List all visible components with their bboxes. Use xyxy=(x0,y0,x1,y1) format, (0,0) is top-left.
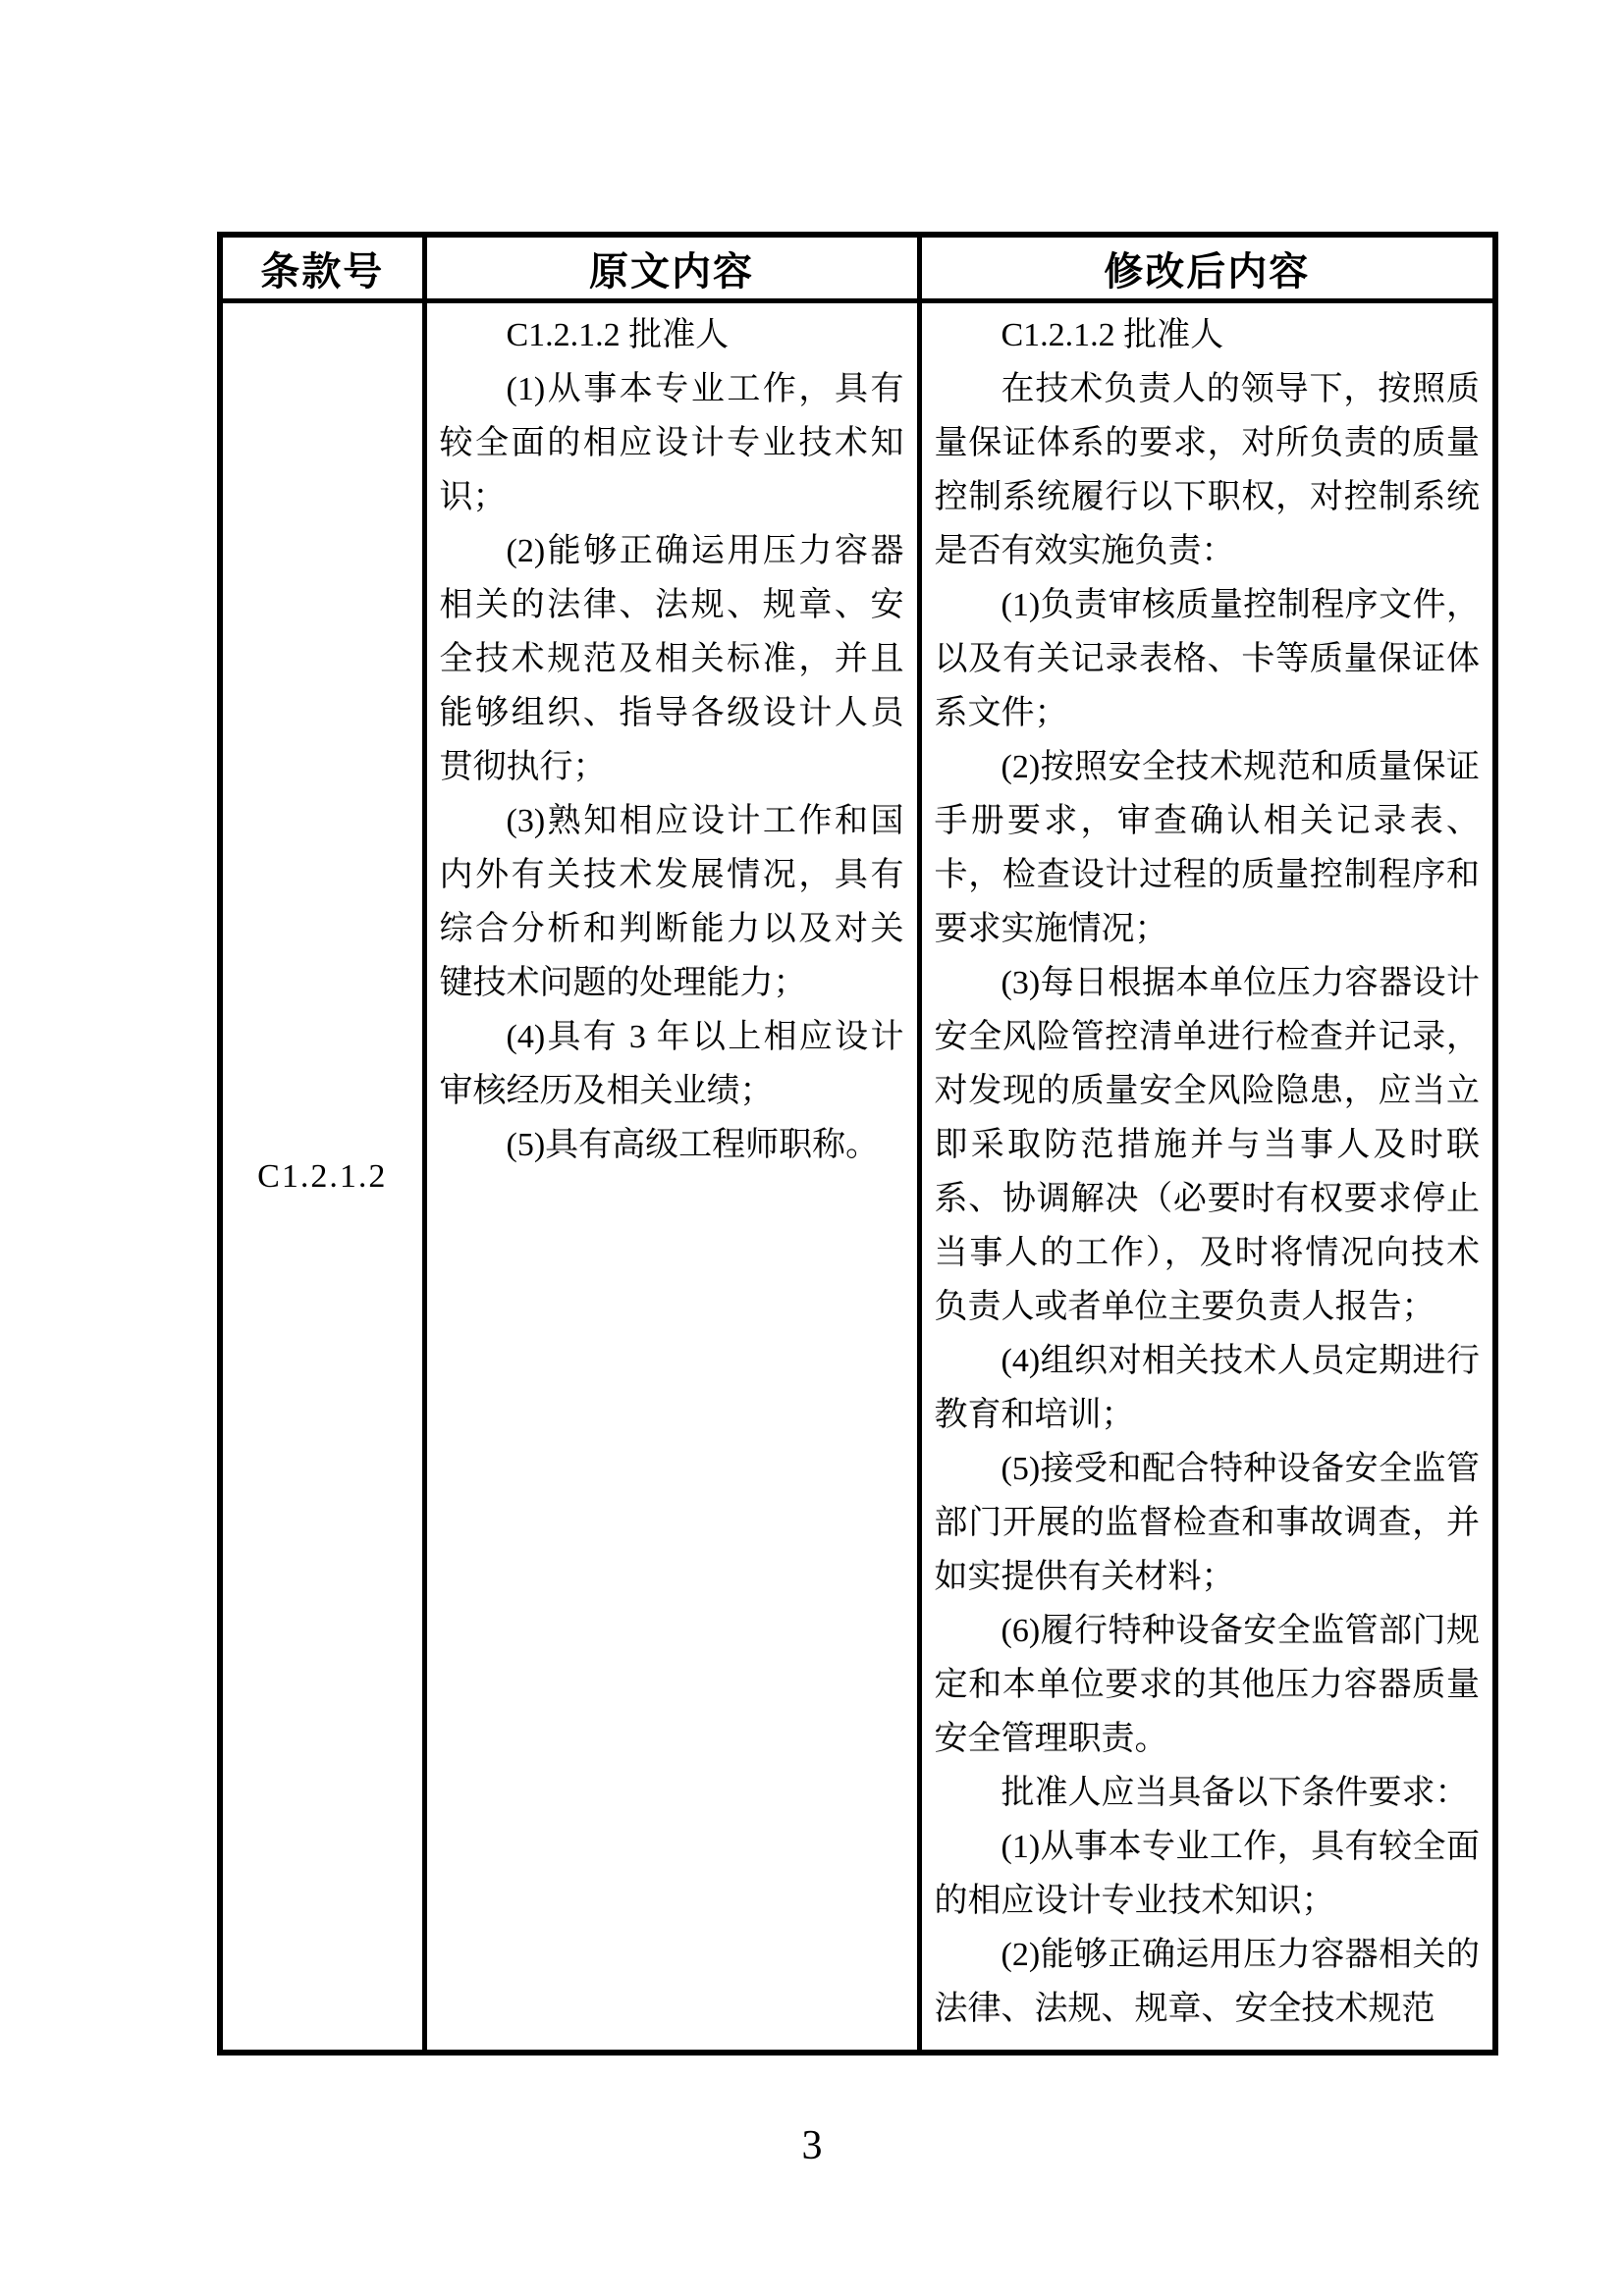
clause-number-cell xyxy=(220,301,424,2054)
revised-paragraph-9: (1)从事本专业工作，具有较全面的相应设计专业技术知识； xyxy=(934,1829,1480,1919)
original-paragraph-4: (4)具有 3 年以上相应设计审核经历及相关业绩； xyxy=(439,1019,904,1109)
revised-paragraph-4: (3)每日根据本单位压力容器设计安全风险管控清单进行检查并记录，对发现的质量安全风险隐患，应当立即采取防范措施并与当事人及时联系、协调解决（必要时有权要求停止当事人的工作），及时将情况向技术负责人或者单位主要负责人报告； xyxy=(934,965,1480,1325)
revised-paragraph-5: (4)组织对相关技术人员定期进行教育和培训； xyxy=(934,1343,1480,1433)
revised-paragraph-10: (2)能够正确运用压力容器相关的法律、法规、规章、安全技术规范 xyxy=(934,1937,1480,2027)
original-paragraph-1: (1)从事本专业工作，具有较全面的相应设计专业技术知识； xyxy=(439,371,904,515)
revised-paragraph-6: (5)接受和配合特种设备安全监管部门开展的监督检查和事故调查，并如实提供有关材料； xyxy=(934,1451,1480,1595)
column-header-clause-number: 条款号 xyxy=(220,235,424,301)
table-header-row xyxy=(220,235,1495,301)
original-paragraph-2: (2)能够正确运用压力容器相关的法律、法规、规章、安全技术规范及相关标准，并且能够组织、指导各级设计人员贯彻执行； xyxy=(439,533,904,785)
page-number: 3 xyxy=(801,2123,823,2168)
revision-comparison-table xyxy=(217,232,1498,2056)
revised-paragraph-2: (1)负责审核质量控制程序文件，以及有关记录表格、卡等质量保证体系文件； xyxy=(934,587,1480,731)
original-content-cell xyxy=(424,301,919,2054)
revised-title: C1.2.1.2 批准人 xyxy=(1001,317,1224,353)
revised-paragraph-8: 批准人应当具备以下条件要求： xyxy=(1001,1775,1469,1811)
original-paragraph-3: (3)熟知相应设计工作和国内外有关技术发展情况，具有综合分析和判断能力以及对关键技术问题的处理能力； xyxy=(439,803,904,1001)
original-paragraph-5: (5)具有高级工程师职称。 xyxy=(506,1127,880,1163)
revised-paragraph-3: (2)按照安全技术规范和质量保证手册要求，审查确认相关记录表、卡，检查设计过程的质量控制程序和要求实施情况； xyxy=(934,749,1480,947)
table-row xyxy=(220,301,1495,2054)
column-header-revised-content: 修改后内容 xyxy=(919,235,1495,301)
revised-content-cell xyxy=(919,301,1495,2054)
clause-number: C1.2.1.2 xyxy=(257,1157,388,1195)
revised-paragraph-7: (6)履行特种设备安全监管部门规定和本单位要求的其他压力容器质量安全管理职责。 xyxy=(934,1613,1480,1757)
original-title: C1.2.1.2 批准人 xyxy=(506,317,730,353)
column-header-original-content: 原文内容 xyxy=(424,235,919,301)
revised-paragraph-1: 在技术负责人的领导下，按照质量保证体系的要求，对所负责的质量控制系统履行以下职权，对控制系统是否有效实施负责： xyxy=(934,371,1480,569)
